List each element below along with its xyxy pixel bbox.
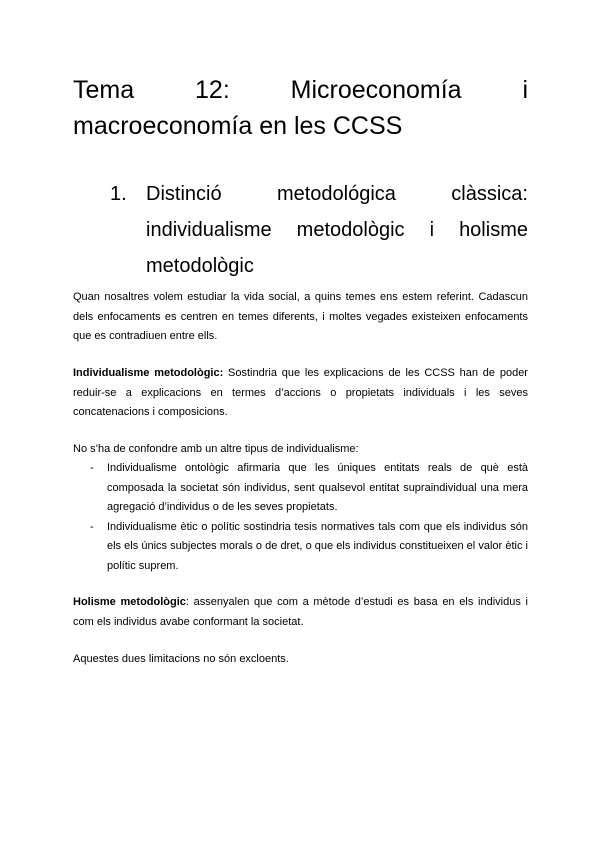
list-item-text: Individualisme ètic o polític sostindria tesis normatives tals com que els individus són els els únics subjectes morals o de dret, o que els individus constitueixen el valor ètic i polític suprem.: [107, 520, 528, 572]
list-bullet: -: [90, 462, 94, 474]
individualism-paragraph: [73, 364, 528, 423]
heading-word: i: [429, 219, 435, 241]
list-item: [90, 518, 528, 577]
heading-word: metodológica: [276, 183, 396, 205]
individualism-term: Individualisme metodològic:: [73, 367, 224, 379]
individualism-types-list: [90, 459, 528, 576]
list-bullet: -: [90, 520, 94, 533]
heading-word: holisme: [459, 219, 528, 241]
section-heading-line-1: [146, 176, 528, 212]
title-word: 12:: [195, 76, 230, 104]
list-item-text: Individualisme ontològic afirmaria que les úniques entitats reals de què està composada la societat són individus, sent qualsevol entitat supraindividual una mera agregació d’individus o de les seves propietats.: [107, 462, 528, 513]
intro-paragraph: Quan nosaltres volem estudiar la vida social, a quins temes ens estem referint. Cadascun dels enfocaments es centren en temes diferents, i moltes vegades existeixen enfocaments que es contradiuen entre ells.: [73, 291, 528, 342]
heading-word: clàssica:: [451, 183, 528, 205]
section-heading-text: [146, 176, 528, 284]
page-title: [73, 72, 528, 144]
heading-word: metodològic: [296, 219, 405, 241]
heading-word: Distinció: [146, 183, 222, 205]
section-heading-line-2: [146, 212, 528, 248]
title-line-1: [73, 72, 528, 108]
closing-paragraph: Aquestes dues limitacions no són excloents.: [73, 653, 289, 665]
title-word: i: [522, 76, 528, 104]
title-word: Microeconomía: [290, 76, 462, 104]
confusion-intro: No s’ha de confondre amb un altre tipus de individualisme:: [73, 443, 359, 455]
section-number: 1.: [110, 183, 127, 205]
title-word: Tema: [73, 76, 135, 104]
holism-term: Holisme metodològic: [73, 596, 186, 608]
individualism-text: Sostindria que les explicacions de les CCSS han de poder reduir-se a explicacions en termes d’accions o propietats individuals i les seves concatenacions i composicions.: [73, 367, 528, 418]
list-item: [90, 459, 528, 518]
section-heading-line-3: metodològic: [146, 255, 254, 277]
holism-text: : assenyalen que com a mètode d’estudi es basa en els individus i com els individus avabe conformant la societat.: [73, 596, 528, 628]
heading-word: individualisme: [146, 219, 272, 241]
title-line-2: macroeconomía en les CCSS: [73, 112, 403, 140]
holism-paragraph: [73, 593, 528, 632]
